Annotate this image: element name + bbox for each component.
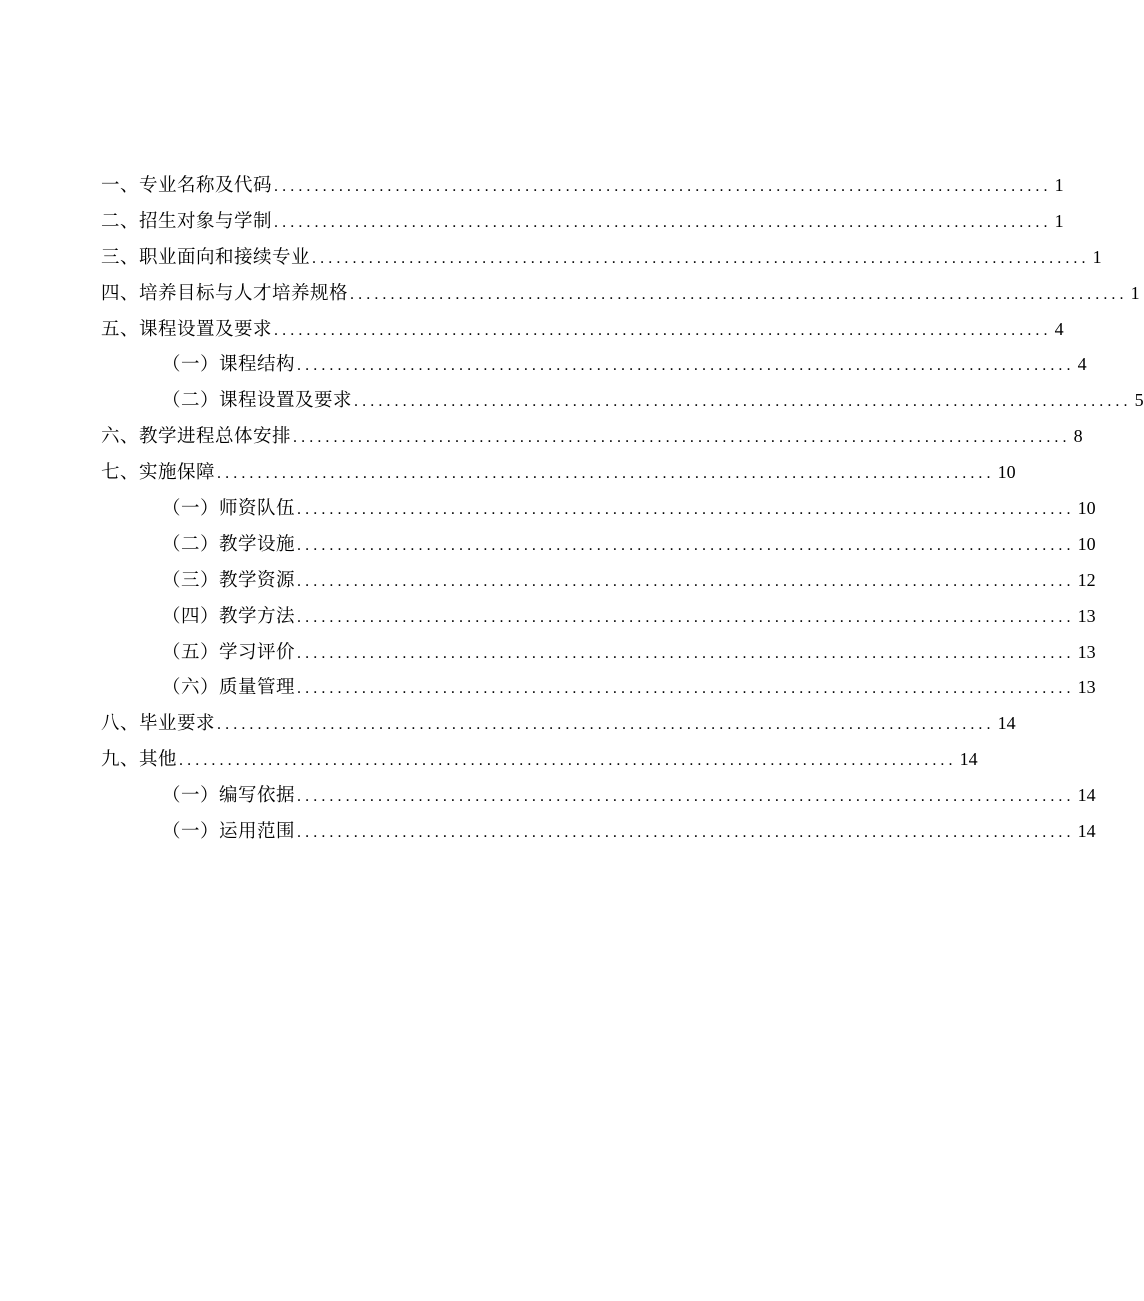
toc-entry-title: 五、课程设置及要求: [101, 318, 273, 340]
toc-entry-page: 13: [1077, 641, 1096, 662]
toc-entry-page: 4: [1054, 318, 1064, 339]
toc-entry-title: （一）课程结构: [162, 354, 296, 376]
toc-entry-page: 1: [1130, 282, 1140, 303]
toc-dot-leader: ................................................................................................: [297, 357, 1075, 375]
toc-entry-page: 1: [1054, 175, 1064, 195]
toc-entry[interactable]: [101, 706, 1016, 742]
toc-dot-leader: ................................................................................................: [297, 536, 1075, 554]
toc-entry-page: 13: [1077, 605, 1096, 626]
toc-entry-page: 10: [1077, 533, 1096, 554]
toc-entry-page: 8: [1073, 426, 1083, 447]
table-of-contents: [101, 168, 1144, 850]
toc-entry-page: 10: [1077, 498, 1096, 519]
toc-entry-page: 12: [1077, 569, 1096, 590]
toc-entry-title: （六）质量管理: [162, 677, 296, 699]
toc-subentry[interactable]: [101, 347, 1087, 383]
toc-dot-leader: ................................................................................................: [274, 321, 1052, 339]
toc-entry-title: 九、其他: [101, 749, 178, 771]
toc-dot-leader: ................................................................................................: [274, 213, 1052, 231]
toc-entry[interactable]: [101, 204, 1064, 240]
toc-subentry[interactable]: [101, 599, 1096, 635]
toc-entry-title: 一、专业名称及代码: [101, 175, 273, 196]
toc-dot-leader: ................................................................................................: [297, 680, 1075, 698]
toc-entry-title: （一）师资队伍: [162, 498, 296, 520]
toc-dot-leader: ................................................................................................: [297, 824, 1075, 842]
toc-entry-title: （二）教学设施: [162, 533, 296, 555]
toc-subentry[interactable]: [101, 383, 1144, 419]
toc-entry[interactable]: [101, 240, 1102, 276]
toc-subentry[interactable]: [101, 527, 1096, 563]
toc-entry-page: 1: [1092, 246, 1102, 267]
toc-entry-title: 三、职业面向和接续专业: [101, 246, 311, 268]
toc-entry[interactable]: [101, 419, 1083, 455]
toc-dot-leader: ................................................................................................: [297, 608, 1075, 626]
toc-subentry[interactable]: [101, 814, 1096, 850]
toc-subentry[interactable]: [101, 491, 1096, 527]
toc-entry-page: 10: [997, 462, 1016, 483]
toc-subentry[interactable]: [101, 778, 1096, 814]
toc-entry-title: （五）学习评价: [162, 641, 296, 663]
toc-dot-leader: ................................................................................................: [217, 716, 995, 734]
toc-dot-leader: ................................................................................................: [297, 501, 1075, 519]
toc-dot-leader: ................................................................................................: [312, 249, 1090, 267]
toc-dot-leader: ................................................................................................: [350, 285, 1128, 303]
toc-entry-page: 14: [1077, 785, 1096, 806]
toc-entry-title: （一）运用范围: [162, 821, 296, 843]
toc-dot-leader: ................................................................................................: [293, 429, 1071, 447]
toc-entry-page: 5: [1134, 390, 1144, 411]
toc-dot-leader: ................................................................................................: [217, 465, 995, 483]
toc-entry-page: 13: [1077, 677, 1096, 698]
toc-dot-leader: ................................................................................................: [179, 752, 957, 770]
toc-entry-title: 六、教学进程总体安排: [101, 426, 292, 448]
toc-dot-leader: ................................................................................................: [297, 572, 1075, 590]
toc-entry[interactable]: [101, 742, 978, 778]
toc-entry[interactable]: [101, 312, 1064, 348]
toc-subentry[interactable]: [101, 563, 1096, 599]
toc-entry-page: 14: [1077, 821, 1096, 842]
toc-entry-page: 4: [1077, 354, 1087, 375]
toc-entry-title: （三）教学资源: [162, 569, 296, 591]
toc-dot-leader: ................................................................................................: [297, 644, 1075, 662]
toc-subentry[interactable]: [101, 635, 1096, 671]
toc-subentry[interactable]: [101, 670, 1096, 706]
toc-entry-title: 四、培养目标与人才培养规格: [101, 282, 349, 304]
toc-entry-title: （一）编写依据: [162, 785, 296, 807]
toc-entry-title: 七、实施保障: [101, 462, 216, 484]
toc-entry-page: 14: [959, 749, 978, 770]
toc-dot-leader: ................................................................................................: [354, 393, 1132, 411]
toc-dot-leader: ................................................................................................: [297, 788, 1075, 806]
toc-entry-page: 14: [997, 713, 1016, 734]
toc-entry-page: 1: [1054, 210, 1064, 231]
toc-entry-title: 八、毕业要求: [101, 713, 216, 735]
toc-entry[interactable]: [101, 276, 1140, 312]
toc-entry-title: （二）课程设置及要求: [162, 390, 353, 412]
toc-dot-leader: ................................................................................................: [274, 178, 1052, 195]
toc-entry[interactable]: [101, 455, 1016, 491]
toc-entry[interactable]: [101, 168, 1064, 204]
toc-entry-title: （四）教学方法: [162, 605, 296, 627]
toc-entry-title: 二、招生对象与学制: [101, 210, 273, 232]
